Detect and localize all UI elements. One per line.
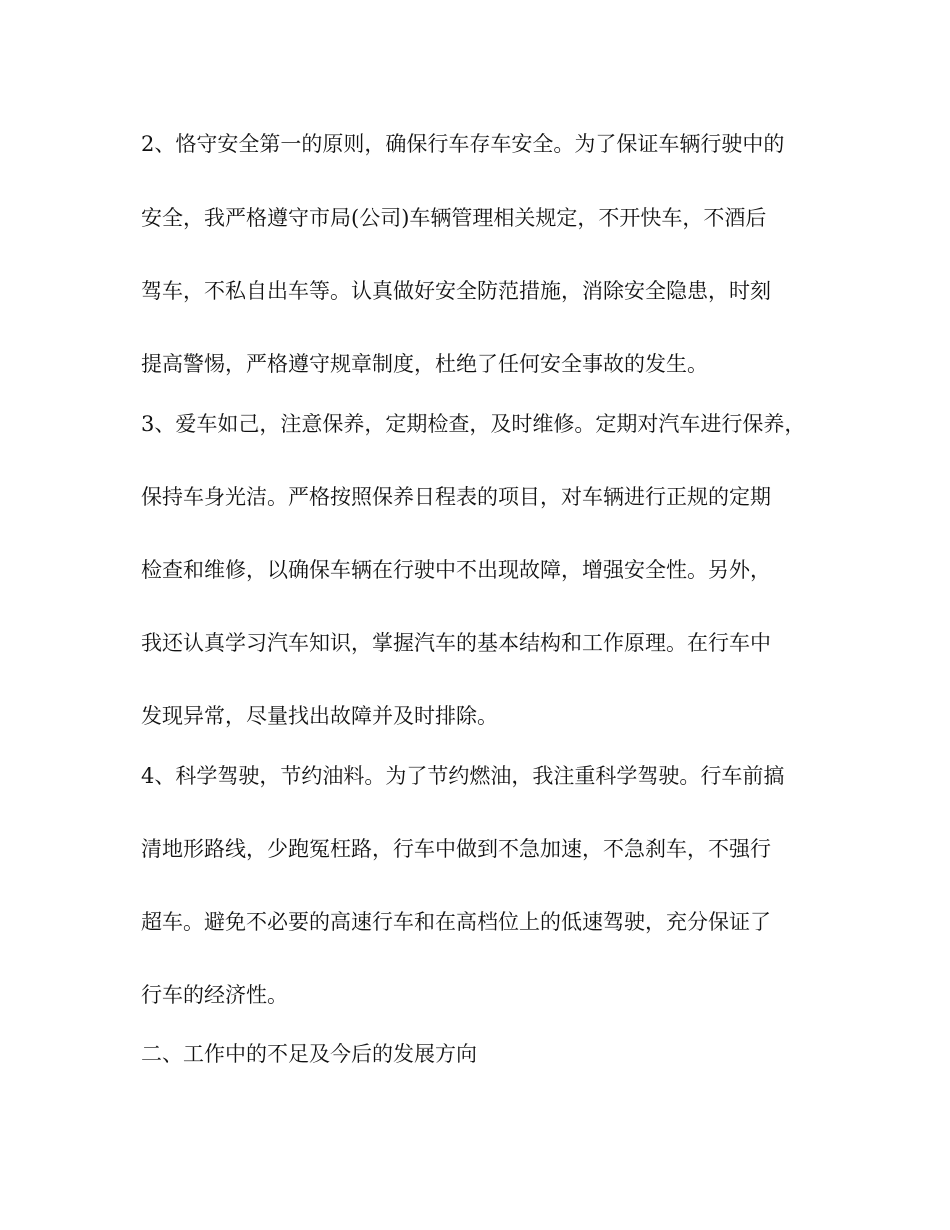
section-heading: 二、工作中的不足及今后的发展方向 <box>141 1042 477 1066</box>
paragraph-line: 驾车，不私自出车等。认真做好安全防范措施，消除安全隐患，时刻 <box>141 279 771 303</box>
paragraph-line: 保持车身光洁。严格按照保养日程表的项目，对车辆进行正规的定期 <box>141 485 771 509</box>
paragraph-line: 我还认真学习汽车知识，掌握汽车的基本结构和工作原理。在行车中 <box>141 631 771 655</box>
paragraph-line: 2、恪守安全第一的原则，确保行车存车安全。为了保证车辆行驶中的 <box>141 132 785 156</box>
paragraph-line: 超车。避免不必要的高速行车和在高档位上的低速驾驶，充分保证了 <box>141 910 771 934</box>
paragraph-line: 清地形路线，少跑冤枉路，行车中做到不急加速，不急刹车，不强行 <box>141 837 771 861</box>
paragraph-line: 发现异常，尽量找出故障并及时排除。 <box>141 704 498 728</box>
paragraph-line: 4、科学驾驶，节约油料。为了节约燃油，我注重科学驾驶。行车前搞 <box>141 764 785 788</box>
paragraph-line: 3、爱车如己，注意保养，定期检查，及时维修。定期对汽车进行保养， <box>141 412 806 436</box>
paragraph-line: 安全，我严格遵守市局(公司)车辆管理相关规定，不开快车，不酒后 <box>141 206 767 230</box>
paragraph-line: 提高警惕，严格遵守规章制度，杜绝了任何安全事故的发生。 <box>141 352 708 376</box>
paragraph-line: 行车的经济性。 <box>141 983 288 1007</box>
paragraph-line: 检查和维修，以确保车辆在行驶中不出现故障，增强安全性。另外， <box>141 558 771 582</box>
